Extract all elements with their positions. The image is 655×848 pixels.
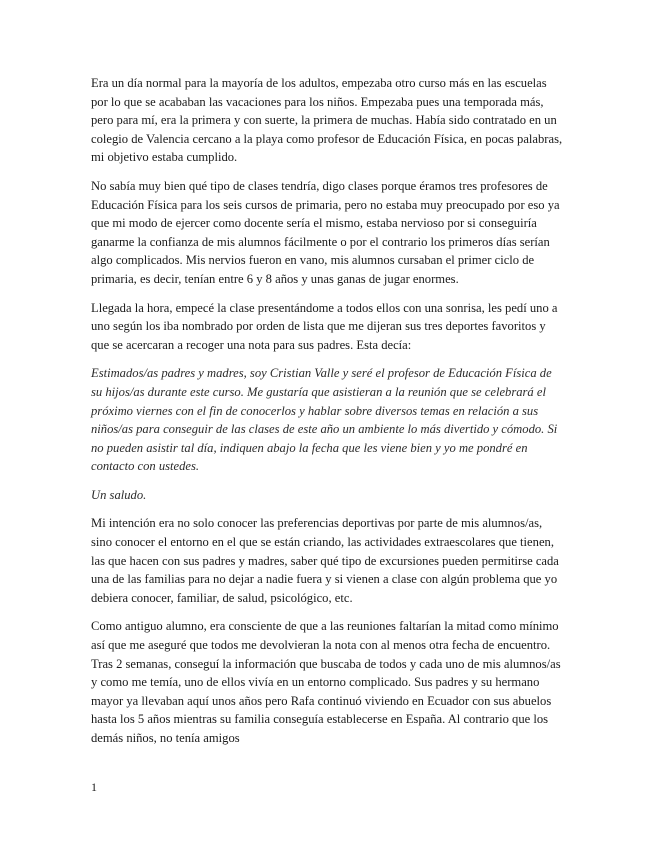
paragraph-letter: Estimados/as padres y madres, soy Cristian Valle y seré el profesor de Educación Física de su hijos/as durante este curso. Me gustaría que asistieran a la reunión que se celebrará el próximo viernes con el fin de conocerlos y hablar sobre diversos temas en relación a sus niños/as para conseguir de las clases de este año un ambiente lo más divertido y cómodo. Si no pueden asistir tal día, indiquen abajo la fecha que les viene bien y yo me pondré en contacto con ustedes. <box>91 366 558 474</box>
paragraph-3: Llegada la hora, empecé la clase presentándome a todos ellos con una sonrisa, les pedí uno a uno según los iba nombrado por orden de lista que me dijeran sus tres deportes favoritos y que se acercaran a recoger una nota para sus padres. Esta decía: <box>91 300 558 352</box>
paragraph-2: No sabía muy bien qué tipo de clases tendría, digo clases porque éramos tres profesores de Educación Física para los seis cursos de primaria, pero no estaba muy preocupado por eso ya que mi modo de ejercer como docente sería el mismo, estaba nervioso por si conseguiría ganarme la confianza de mis alumnos fácilmente o por el contrario los primeros días serían algo complicados. Mis nervios fueron en vano, mis alumnos cursaban el primer ciclo de primaria, es decir, tenían entre 6 y 8 años y unas ganas de jugar enormes. <box>91 178 560 286</box>
document-body <box>91 74 565 758</box>
paragraph-7: Como antiguo alumno, era consciente de que a las reuniones faltarían la mitad como mínimo así que me aseguré que todos me devolvieran la nota con al menos otra fecha de encuentro. Tras 2 semanas, conseguí la información que buscaba de todos y cada uno de mis alumnos/as y como me temía, uno de ellos vivía en un entorno complicado. Sus padres y su hermano mayor ya llevaban aquí unos años pero Rafa continuó viviendo en Ecuador con sus abuelos hasta los 5 años mientras su familia conseguía establecerse en España. Al contrario que los demás niños, no tenía amigos <box>91 619 561 745</box>
paragraph-1: Era un día normal para la mayoría de los adultos, empezaba otro curso más en las escuelas por lo que se acababan las vacaciones para los niños. Empezaba pues una temporada más, pero para mí, era la primera y con suerte, la primera de muchas. Había sido contratado en un colegio de Valencia cercano a la playa como profesor de Educación Física, en pocas palabras, mi objetivo estaba cumplido. <box>91 76 563 165</box>
paragraph-greeting: Un saludo. <box>91 487 147 502</box>
paragraph-6: Mi intención era no solo conocer las preferencias deportivas por parte de mis alumnos/as, sino conocer el entorno en el que se están criando, las actividades extraescolares que tienen, las que hacen con sus padres y madres, saber qué tipo de excursiones pueden permitirse cada una de las familias para no dejar a nadie fuera y si vienen a clase con algún problema que yo debiera conocer, familiar, de salud, psicológico, etc. <box>91 516 559 605</box>
page-number: 1 <box>91 780 97 794</box>
